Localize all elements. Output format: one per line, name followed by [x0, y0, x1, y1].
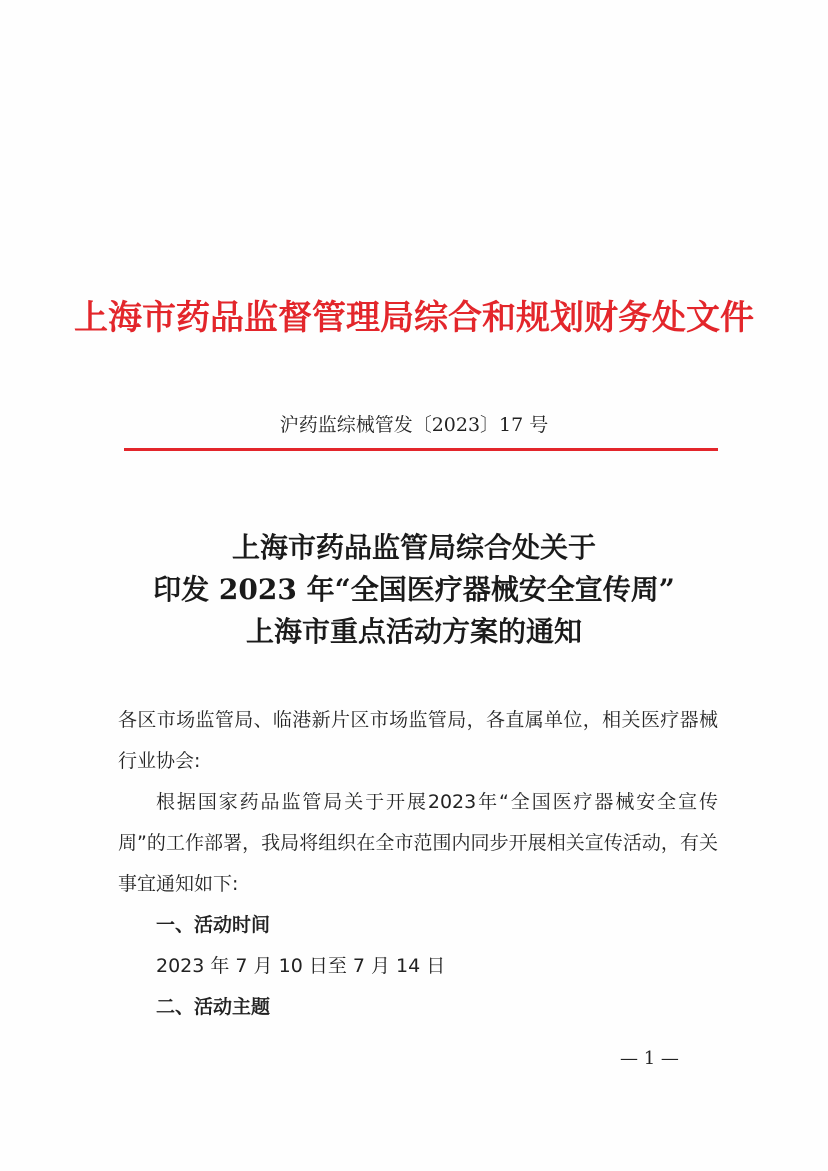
- title-line-1: 上海市药品监管局综合处关于: [231, 531, 596, 564]
- section-heading-activity-theme: 二、活动主题: [156, 996, 271, 1018]
- title-line-3: 上海市重点活动方案的通知: [245, 615, 582, 648]
- intro-paragraph: 根据国家药品监管局关于开展2023年“全国医疗器械安全宣传周”的工作部署，我局将组织在全市范围内同步开展相关宣传活动，有关事宜通知如下:: [118, 791, 718, 895]
- salutation: 各区市场监管局、临港新片区市场监管局，各直属单位，相关医疗器械行业协会:: [118, 709, 718, 772]
- document-title: [0, 527, 828, 653]
- document-body: [118, 700, 718, 1028]
- red-divider-line: [124, 448, 718, 451]
- section-heading-activity-time: 一、活动时间: [156, 914, 271, 936]
- title-line-2: 印发 2023 年“全国医疗器械安全宣传周”: [153, 573, 675, 606]
- page-number: — 1 —: [620, 1048, 679, 1069]
- issuer-header: 上海市药品监督管理局综合和规划财务处文件: [74, 298, 754, 338]
- document-number: 沪药监综械管发〔2023〕17 号: [279, 414, 549, 436]
- activity-time-text: 2023 年 7 月 10 日至 7 月 14 日: [156, 955, 446, 977]
